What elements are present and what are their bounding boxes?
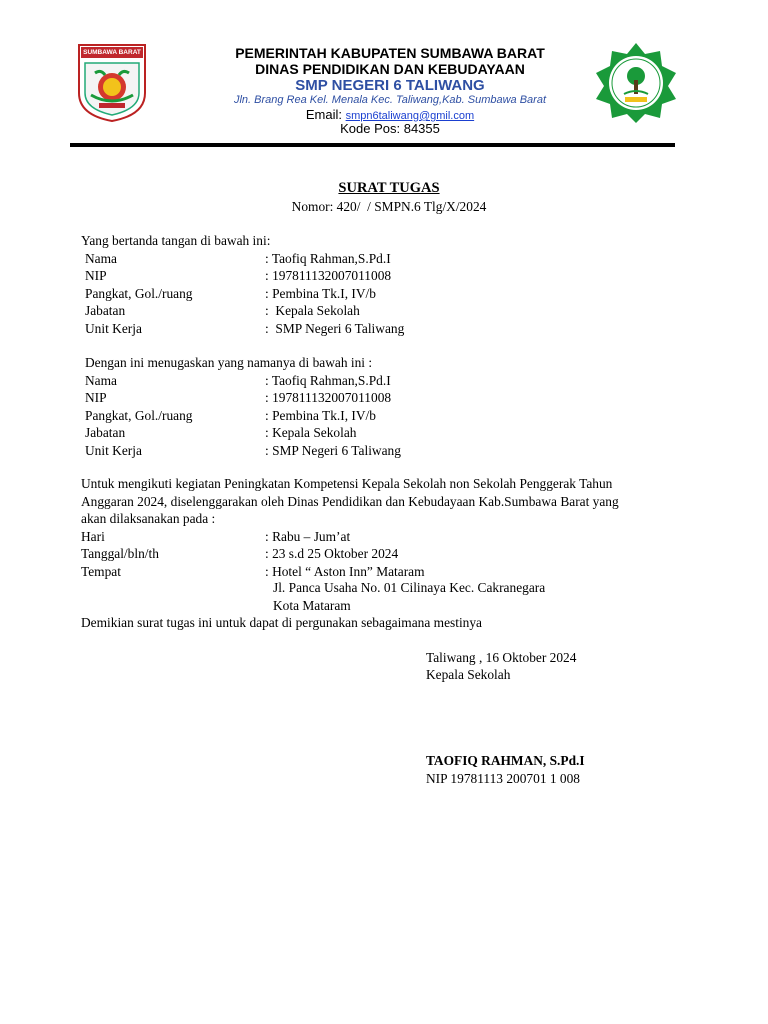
place-date: Taliwang , 16 Oktober 2024 — [426, 650, 577, 665]
email-link[interactable]: smpn6taliwang@gmil.com — [345, 110, 475, 122]
school-logo — [592, 42, 680, 124]
header-postal-code: Kode Pos: 84355 — [340, 121, 440, 136]
assignee-position-value: : Kepala Sekolah — [265, 425, 357, 440]
assignee-position-label: Jabatan — [85, 425, 126, 440]
assignee-rank-label: Pangkat, Gol./ruang — [85, 408, 193, 423]
signer-position-label: Jabatan — [85, 303, 126, 318]
regency-logo-text: SUMBAWA BARAT — [83, 49, 141, 56]
assignee-rank-value: : Pembina Tk.I, IV/b — [265, 408, 376, 423]
signer-nip: NIP 19781113 200701 1 008 — [426, 771, 580, 786]
assignee-nip-label: NIP — [85, 390, 107, 405]
schedule-venue-value: : Hotel “ Aston Inn” Mataram — [265, 564, 425, 579]
letter-title: SURAT TUGAS — [338, 180, 440, 196]
intro-text: Yang bertanda tangan di bawah ini: — [81, 233, 271, 248]
purpose-line-3: akan dilaksanakan pada : — [81, 511, 216, 526]
assignee-unit-value: : SMP Negeri 6 Taliwang — [265, 443, 401, 458]
header-department: DINAS PENDIDIKAN DAN KEBUDAYAAN — [255, 61, 525, 77]
signer-name-value: : Taofiq Rahman,S.Pd.I — [265, 251, 391, 266]
signer-unit-label: Unit Kerja — [85, 321, 142, 336]
venue-city: Kota Mataram — [273, 598, 351, 613]
assignee-name-label: Nama — [85, 373, 117, 388]
purpose-line-1: Untuk mengikuti kegiatan Peningkatan Kompetensi Kepala Sekolah non Sekolah Penggerak Tahun — [81, 476, 613, 491]
purpose-line-2: Anggaran 2024, diselenggarakan oleh Dinas Pendidikan dan Kebudayaan Kab.Sumbawa Barat yang — [81, 494, 619, 509]
signer-position-title: Kepala Sekolah — [426, 667, 511, 682]
signer-rank-value: : Pembina Tk.I, IV/b — [265, 286, 376, 301]
schedule-date-value: : 23 s.d 25 Oktober 2024 — [265, 546, 399, 561]
assign-intro-text: Dengan ini menugaskan yang namanya di bawah ini : — [85, 355, 373, 370]
closing-text: Demikian surat tugas ini untuk dapat di pergunakan sebagaimana mestinya — [81, 615, 482, 630]
assignee-name-value: : Taofiq Rahman,S.Pd.I — [265, 373, 391, 388]
signer-position-value: : Kepala Sekolah — [265, 303, 360, 318]
header-school-name: SMP NEGERI 6 TALIWANG — [295, 77, 485, 94]
signer-name-label: Nama — [85, 251, 117, 266]
signer-rank-label: Pangkat, Gol./ruang — [85, 286, 193, 301]
letter-number: Nomor: 420/ / SMPN.6 Tlg/X/2024 — [291, 199, 487, 214]
schedule-date-label: Tanggal/bln/th — [81, 546, 159, 561]
header-email-line — [200, 107, 580, 122]
school-logo-graphic — [592, 42, 680, 124]
signer-full-name: TAOFIQ RAHMAN, S.Pd.I — [426, 753, 585, 768]
header-divider — [70, 143, 675, 147]
schedule-day-value: : Rabu – Jum’at — [265, 529, 351, 544]
email-label: Email: — [305, 107, 342, 122]
header-government: PEMERINTAH KABUPATEN SUMBAWA BARAT — [235, 45, 545, 61]
assignee-unit-label: Unit Kerja — [85, 443, 142, 458]
signer-nip-value: : 197811132007011008 — [265, 268, 392, 283]
signer-unit-value: : SMP Negeri 6 Taliwang — [265, 321, 405, 336]
schedule-venue-label: Tempat — [81, 564, 121, 579]
header-address: Jln. Brang Rea Kel. Menala Kec. Taliwang,Kab. Sumbawa Barat — [233, 94, 547, 106]
schedule-day-label: Hari — [81, 529, 105, 544]
assignee-nip-value: : 197811132007011008 — [265, 390, 392, 405]
regency-logo — [77, 43, 147, 123]
signer-nip-label: NIP — [85, 268, 107, 283]
venue-address: Jl. Panca Usaha No. 01 Cilinaya Kec. Cakranegara — [273, 580, 546, 595]
